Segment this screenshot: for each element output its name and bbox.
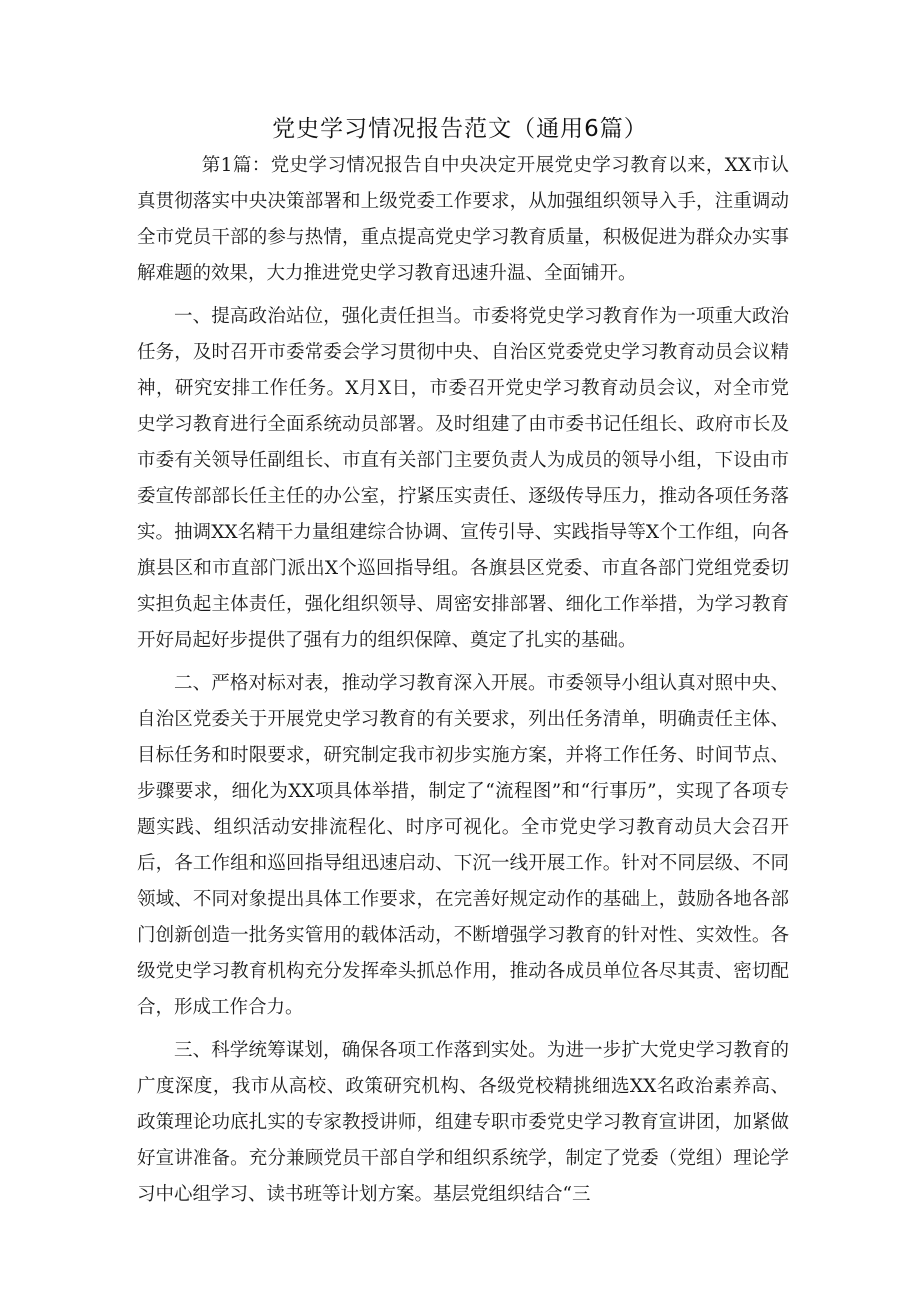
paragraph-intro: 第1篇：党史学习情况报告自中央决定开展党史学习教育以来，XX市认真贯彻落实中央决策部署和上级党委工作要求，从加强组织领导入手，注重调动全市党员干部的参与热情，重点提高党史学习教育质量，积极促进为群众办实事解难题的效果，大力推进党史学习教育迅速升温、全面铺开。: [137, 155, 789, 284]
document-body: [137, 148, 789, 1220]
document-title: 党史学习情况报告范文（通用6篇）: [272, 116, 648, 142]
paragraph-section-1: 一、提高政治站位，强化责任担当。市委将党史学习教育作为一项重大政治任务，及时召开市委常委会学习贯彻中央、自治区党委党史学习教育动员会议精神，研究安排工作任务。X月X日，市委召开党史学习教育动员会议，对全市党史学习教育进行全面系统动员部署。及时组建了由市委书记任组长、政府市长及市委有关领导任副组长、市直有关部门主要负责人为成员的领导小组，下设由市委宣传部部长任主任的办公室，拧紧压实责任、逐级传导压力，推动各项任务落实。抽调XX名精干力量组建综合协调、宣传引导、实践指导等X个工作组，向各旗县区和市直部门派出X个巡回指导组。各旗县区党委、市直各部门党组党委切实担负起主体责任，强化组织领导、周密安排部署、细化工作举措，为学习教育开好局起好步提供了强有力的组织保障、奠定了扎实的基础。: [137, 306, 789, 651]
paragraph-section-2: 二、严格对标对表，推动学习教育深入开展。市委领导小组认真对照中央、自治区党委关于开展党史学习教育的有关要求，列出任务清单，明确责任主体、目标任务和时限要求，研究制定我市初步实施方案，并将工作任务、时间节点、步骤要求，细化为XX项具体举措，制定了“流程图”和“行事历”，实现了各项专题实践、组织活动安排流程化、时序可视化。全市党史学习教育动员大会召开后，各工作组和巡回指导组迅速启动、下沉一线开展工作。针对不同层级、不同领域、不同对象提出具体工作要求，在完善好规定动作的基础上，鼓励各地各部门创新创造一批务实管用的载体活动，不断增强学习教育的针对性、实效性。各级党史学习教育机构充分发挥牵头抓总作用，推动各成员单位各尽其责、密切配合，形成工作合力。: [137, 673, 789, 1018]
paragraph-section-3: 三、科学统筹谋划，确保各项工作落到实处。为进一步扩大党史学习教育的广度深度，我市从高校、政策研究机构、各级党校精挑细选XX名政治素养高、政策理论功底扎实的专家教授讲师，组建专职市委党史学习教育宣讲团，加紧做好宣讲准备。充分兼顾党员干部自学和组织系统学，制定了党委（党组）理论学习中心组学习、读书班等计划方案。基层党组织结合“三: [137, 1040, 789, 1205]
